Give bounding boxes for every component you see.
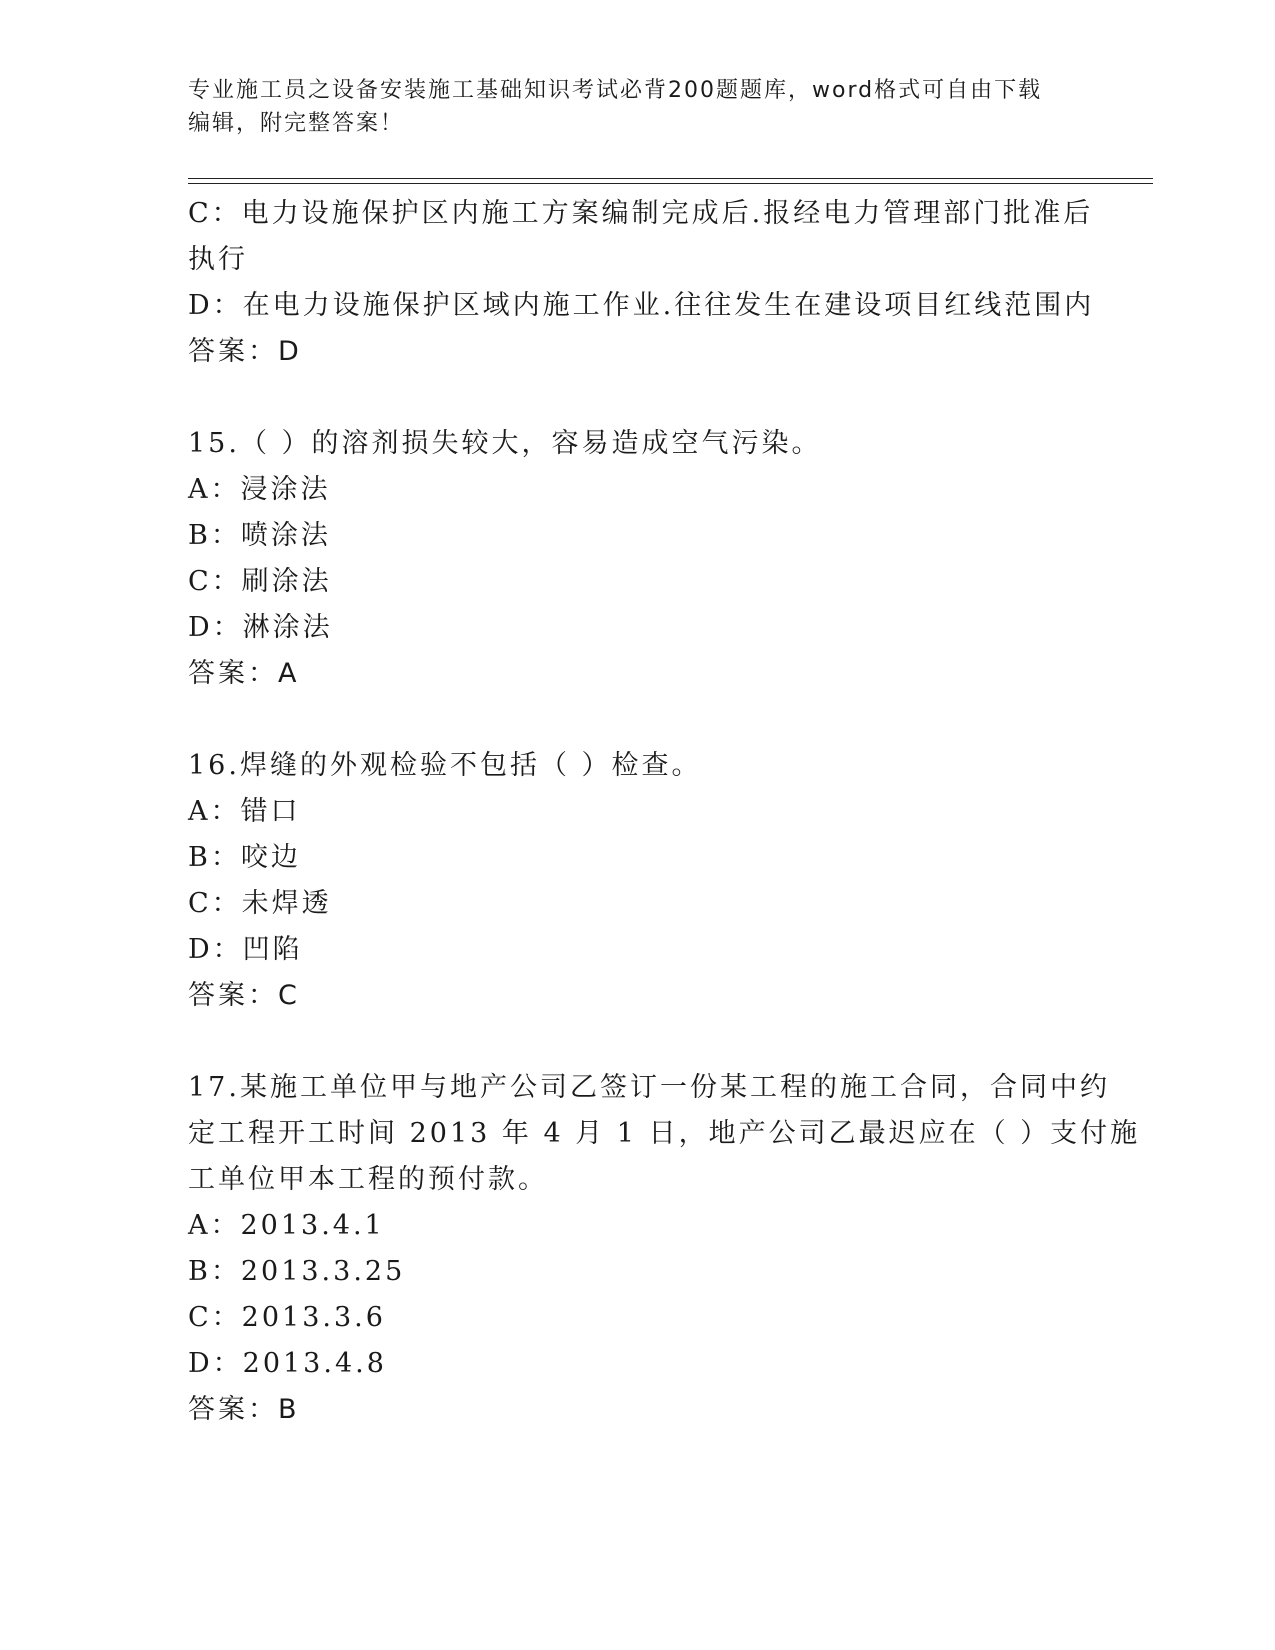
q17-stem-line-2: 定工程开工时间 2013 年 4 月 1 日，地产公司乙最迟应在（ ）支付施 xyxy=(188,1118,1141,1149)
q15-option-b: B：喷涂法 xyxy=(188,520,331,551)
spacer xyxy=(188,697,1078,743)
header-title-line-2: 编辑，附完整答案！ xyxy=(188,111,405,136)
q16-answer: 答案：C xyxy=(188,980,300,1011)
spacer xyxy=(188,375,1078,421)
q17-answer: 答案：B xyxy=(188,1394,300,1425)
q17-stem-line-3: 工单位甲本工程的预付款。 xyxy=(188,1164,548,1195)
prev-option-d: D：在电力设施保护区域内施工作业.往往发生在建设项目红线范围内 xyxy=(188,290,1095,321)
q16-stem: 16.焊缝的外观检验不包括（ ）检查。 xyxy=(188,750,702,781)
prev-option-c-line-2: 执行 xyxy=(188,244,248,275)
q16-option-c: C：未焊透 xyxy=(188,888,332,919)
prev-answer: 答案：D xyxy=(188,336,302,367)
prev-option-c-line-1: C：电力设施保护区内施工方案编制完成后.报经电力管理部门批准后 xyxy=(188,198,1094,229)
q15-stem: 15.（ ）的溶剂损失较大，容易造成空气污染。 xyxy=(188,428,822,459)
question-content xyxy=(188,191,1141,1433)
q15-option-a: A：浸涂法 xyxy=(188,474,331,505)
q17-stem-line-1: 17.某施工单位甲与地产公司乙签订一份某工程的施工合同，合同中约 xyxy=(188,1072,1110,1103)
q17-option-c: C：2013.3.6 xyxy=(188,1302,386,1333)
q15-option-d: D：淋涂法 xyxy=(188,612,333,643)
header-divider-bottom xyxy=(188,183,1153,184)
document-header xyxy=(188,74,1088,140)
header-title-line-1: 专业施工员之设备安装施工基础知识考试必背200题题库，word格式可自由下载 xyxy=(188,78,1043,103)
q17-option-d: D：2013.4.8 xyxy=(188,1348,387,1379)
q17-option-a: A：2013.4.1 xyxy=(188,1210,385,1241)
q16-option-b: B：咬边 xyxy=(188,842,301,873)
q15-option-c: C：刷涂法 xyxy=(188,566,332,597)
spacer xyxy=(188,1019,1078,1065)
q15-answer: 答案：A xyxy=(188,658,300,689)
header-divider-top xyxy=(188,178,1153,179)
q17-option-b: B：2013.3.25 xyxy=(188,1256,406,1287)
q16-option-d: D：凹陷 xyxy=(188,934,303,965)
q16-option-a: A：错口 xyxy=(188,796,301,827)
